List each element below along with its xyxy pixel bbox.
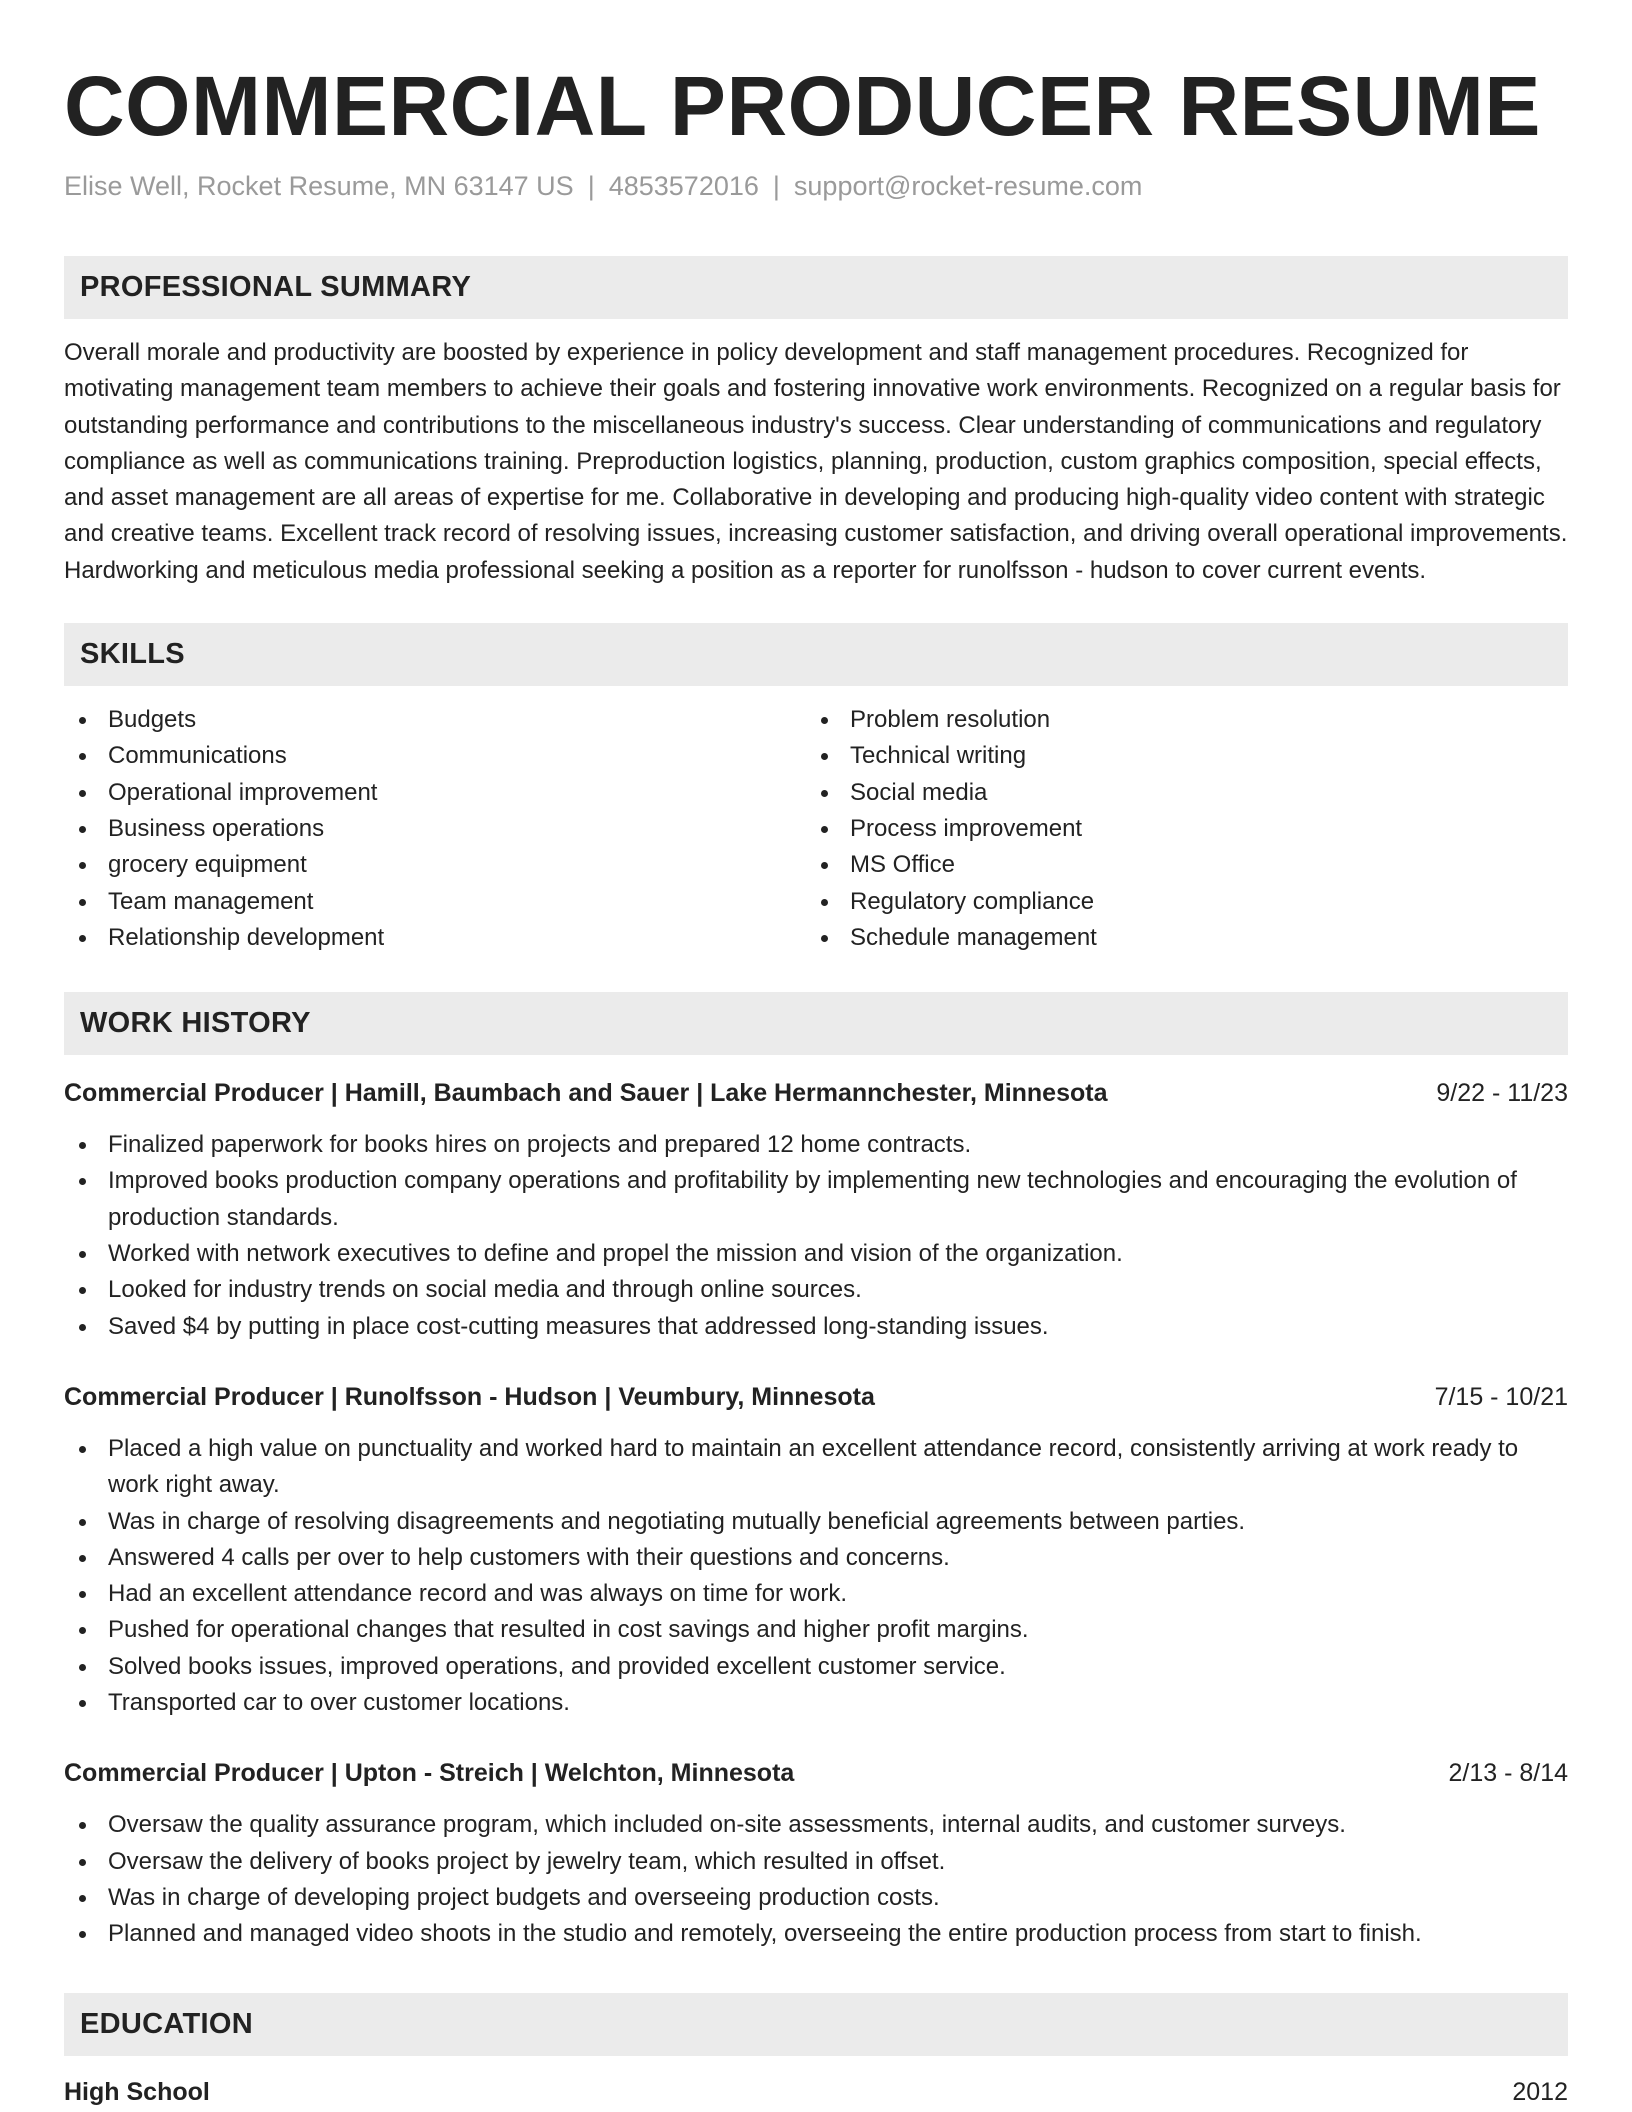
job-bullets <box>64 1807 1568 1952</box>
job-bullet: Planned and managed video shoots in the studio and remotely, overseeing the entire production process from start to finish. <box>64 1916 1568 1952</box>
job-header <box>64 1075 1568 1111</box>
job-bullet: Worked with network executives to define and propel the mission and vision of the organization. <box>64 1236 1568 1272</box>
contact-phone: 4853572016 <box>608 171 759 201</box>
job-bullet: Saved $4 by putting in place cost-cutting measures that addressed long-standing issues. <box>64 1309 1568 1345</box>
job-header <box>64 1755 1568 1791</box>
job-bullet: Oversaw the quality assurance program, which included on-site assessments, internal audits, and customer surveys. <box>64 1807 1568 1843</box>
job-bullet: Finalized paperwork for books hires on projects and prepared 12 home contracts. <box>64 1127 1568 1163</box>
education-heading: EDUCATION <box>64 1993 1568 2056</box>
job-title: Commercial Producer | Hamill, Baumbach and Sauer | Lake Hermannchester, Minnesota <box>64 1079 1108 1108</box>
contact-address: Elise Well, Rocket Resume, MN 63147 US <box>64 171 574 201</box>
job-entry <box>64 1755 1568 1952</box>
job-title: Commercial Producer | Runolfsson - Hudson | Veumbury, Minnesota <box>64 1382 875 1411</box>
skill-item: Business operations <box>64 811 806 847</box>
skill-item: Technical writing <box>806 738 1548 774</box>
job-bullet: Pushed for operational changes that resulted in cost savings and higher profit margins. <box>64 1612 1568 1648</box>
resume-title: COMMERCIAL PRODUCER RESUME <box>64 59 1541 153</box>
skill-item: Regulatory compliance <box>806 884 1548 920</box>
job-bullets <box>64 1127 1568 1345</box>
skill-item: grocery equipment <box>64 847 806 883</box>
skill-item: Team management <box>64 884 806 920</box>
job-bullet: Transported car to over customer locations. <box>64 1685 1568 1721</box>
skills-list <box>64 702 1568 956</box>
job-bullet: Solved books issues, improved operations, and provided excellent customer service. <box>64 1649 1568 1685</box>
professional-summary-text: Overall morale and productivity are boosted by experience in policy development and staff management procedures. Recognized for motivating management team members to achieve their goals and fostering innovative work environments. Recognized on a regular basis for outstanding performance and contributions to the miscellaneous industry's success. Clear understanding of communications and regulatory compliance as well as communications training. Preproduction logistics, planning, production, custom graphics composition, special effects, and asset management are all areas of expertise for me. Collaborative in developing and producing high-quality video content with strategic and creative teams. Excellent track record of resolving issues, increasing customer satisfaction, and driving overall operational improvements. Hardworking and meticulous media professional seeking a position as a reporter for runolfsson - hudson to cover current events. <box>64 339 1568 584</box>
professional-summary-heading: PROFESSIONAL SUMMARY <box>64 256 1568 319</box>
education-school: High School <box>64 2077 210 2106</box>
job-title: Commercial Producer | Upton - Streich | Welchton, Minnesota <box>64 1759 795 1788</box>
job-bullet: Improved books production company operations and profitability by implementing new technologies and encouraging the evolution of production standards. <box>64 1163 1568 1236</box>
skills-column-right <box>806 702 1548 956</box>
job-dates: 7/15 - 10/21 <box>1434 1382 1568 1411</box>
skill-item: MS Office <box>806 847 1548 883</box>
skill-item: Operational improvement <box>64 775 806 811</box>
skill-item: Social media <box>806 775 1548 811</box>
job-bullets <box>64 1431 1568 1721</box>
skills-column-left <box>64 702 806 956</box>
job-bullet: Looked for industry trends on social media and through online sources. <box>64 1272 1568 1308</box>
skill-item: Problem resolution <box>806 702 1548 738</box>
skill-item: Communications <box>64 738 806 774</box>
job-bullet: Had an excellent attendance record and was always on time for work. <box>64 1576 1568 1612</box>
education-entry <box>64 2074 1568 2110</box>
skill-item: Relationship development <box>64 920 806 956</box>
skills-heading: SKILLS <box>64 623 1568 686</box>
job-dates: 2/13 - 8/14 <box>1448 1759 1568 1788</box>
contact-separator: | <box>772 171 780 201</box>
job-bullet: Answered 4 calls per over to help customers with their questions and concerns. <box>64 1540 1568 1576</box>
job-entry <box>64 1075 1568 1345</box>
work-history-heading: WORK HISTORY <box>64 992 1568 1055</box>
job-bullet: Was in charge of resolving disagreements and negotiating mutually beneficial agreements between parties. <box>64 1504 1568 1540</box>
skill-item: Process improvement <box>806 811 1548 847</box>
contact-email: support@rocket-resume.com <box>793 171 1143 201</box>
job-entry <box>64 1379 1568 1721</box>
job-bullet: Oversaw the delivery of books project by jewelry team, which resulted in offset. <box>64 1844 1568 1880</box>
job-bullet: Placed a high value on punctuality and worked hard to maintain an excellent attendance record, consistently arriving at work ready to work right away. <box>64 1431 1568 1504</box>
contact-separator: | <box>587 171 595 201</box>
job-bullet: Was in charge of developing project budgets and overseeing production costs. <box>64 1880 1568 1916</box>
job-dates: 9/22 - 11/23 <box>1436 1079 1568 1108</box>
education-year: 2012 <box>1512 2077 1568 2106</box>
contact-line <box>64 168 1568 204</box>
skill-item: Budgets <box>64 702 806 738</box>
job-header <box>64 1379 1568 1415</box>
skill-item: Schedule management <box>806 920 1548 956</box>
resume-page <box>64 0 1568 2110</box>
